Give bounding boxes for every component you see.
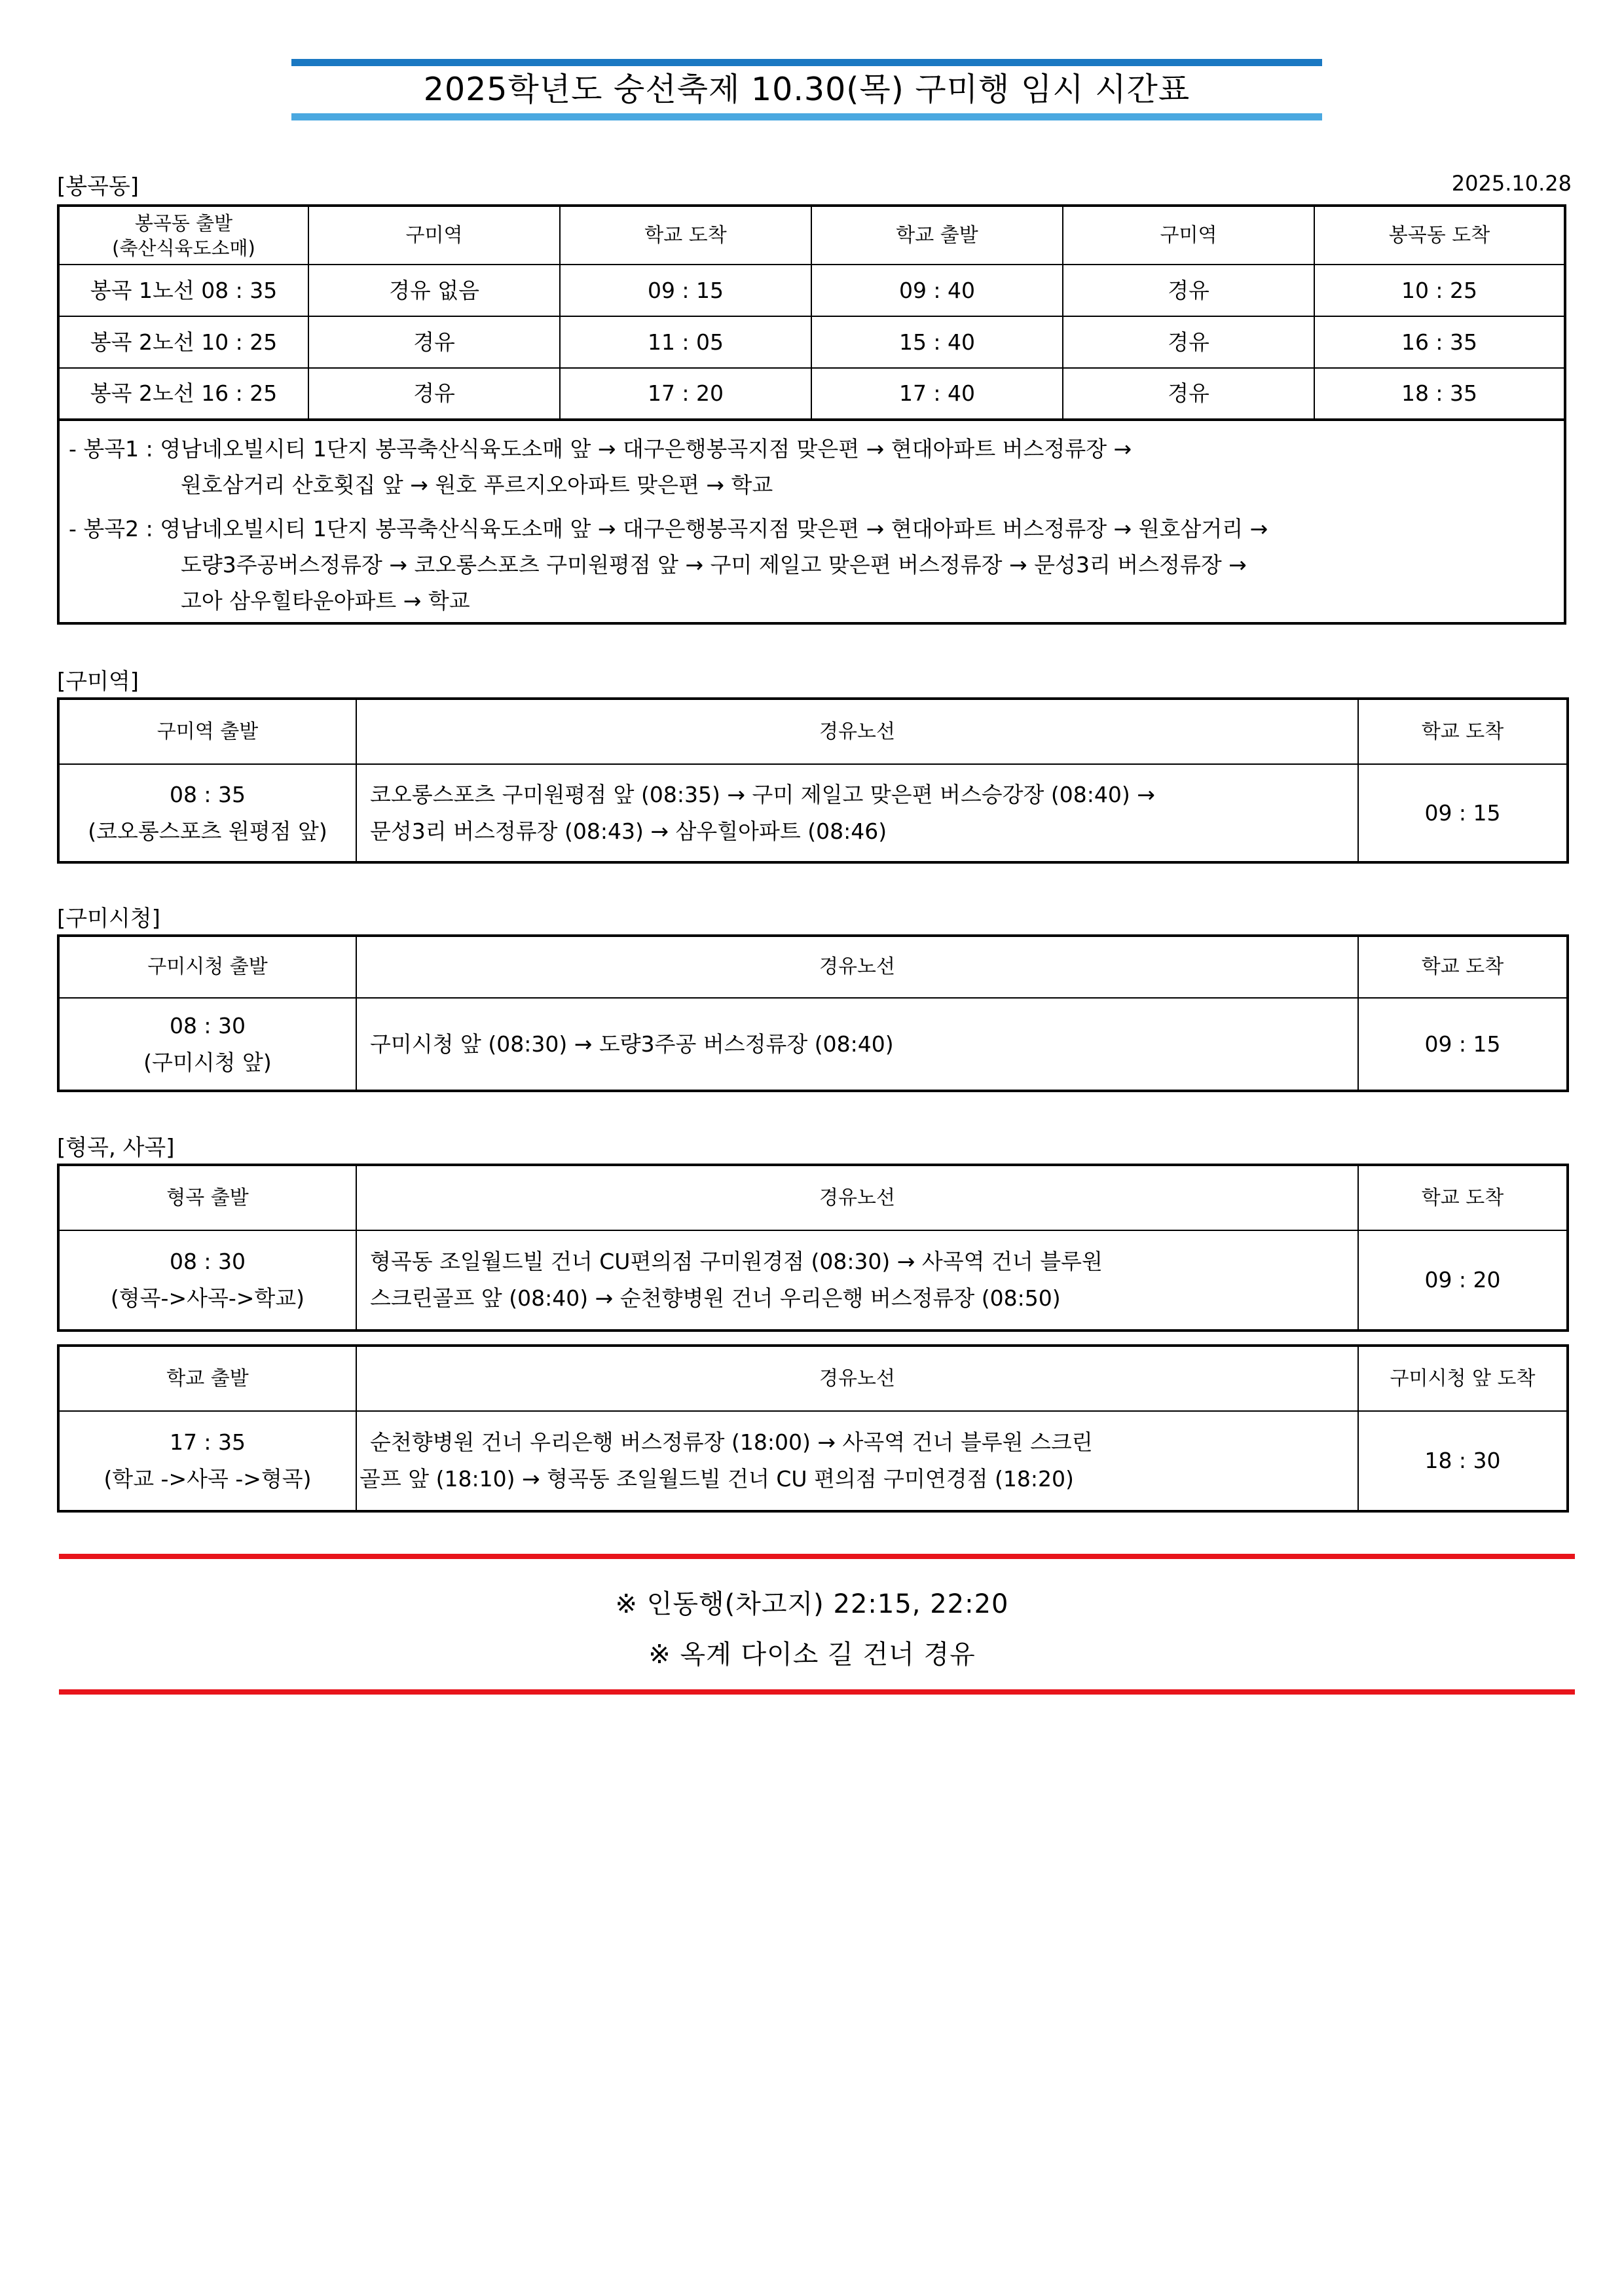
gumi-cityhall-timetable [57, 934, 1569, 1092]
header-route: 경유노선 [356, 699, 1358, 764]
cell-arrive: 09 : 20 [1358, 1230, 1568, 1331]
footer-note-2: ※ 옥계 다이소 길 건너 경유 [648, 1640, 976, 1670]
table-row [58, 764, 1568, 862]
depart-place: (형곡->사곡->학교) [110, 1285, 305, 1311]
cell-arrive: 18 : 30 [1358, 1411, 1568, 1511]
depart-time: 08 : 35 [169, 781, 246, 807]
cell-route [356, 998, 1358, 1091]
note-line: 원호삼거리 산호횟집 앞 → 원호 푸르지오아파트 맞은편 → 학교 [181, 472, 773, 498]
header-route: 경유노선 [356, 936, 1358, 998]
cell-station-2: 경유 [1063, 368, 1314, 420]
title-bar-top [291, 59, 1322, 66]
depart-place: (코오롱스포츠 원평점 앞) [88, 818, 327, 844]
header-arrive: 학교 도착 [1358, 699, 1568, 764]
cell-school-arrive: 11 : 05 [560, 316, 811, 368]
section-label-hyeonggok: [형곡, 사곡] [57, 1135, 175, 1161]
route-line: 구미시청 앞 (08:30) → 도량3주공 버스정류장 (08:40) [370, 1031, 894, 1057]
table-row [58, 368, 1565, 420]
gumi-station-timetable [57, 697, 1569, 864]
header-arrive: 구미시청 앞 도착 [1358, 1346, 1568, 1411]
cell-depart [58, 1411, 356, 1511]
table-header-row [58, 1165, 1568, 1230]
cell-depart [58, 998, 356, 1091]
table-row [58, 1230, 1568, 1331]
footer-note-1: ※ 인동행(차고지) 22:15, 22:20 [615, 1589, 1009, 1619]
cell-route [356, 1230, 1358, 1331]
header-depart: 형곡 출발 [58, 1165, 356, 1230]
cell-arrive: 09 : 15 [1358, 998, 1568, 1091]
cell-route [356, 764, 1358, 862]
cell-school-arrive: 17 : 20 [560, 368, 811, 420]
cell-arrive: 10 : 25 [1314, 265, 1565, 316]
header-route: 경유노선 [356, 1346, 1358, 1411]
header-arrive: 학교 도착 [1358, 936, 1568, 998]
document-date: 2025.10.28 [1451, 171, 1572, 196]
cell-station: 경유 [308, 316, 560, 368]
red-divider-top [59, 1554, 1575, 1559]
route-line: 스크린골프 앞 (08:40) → 순천향병원 건너 우리은행 버스정류장 (08:50) [370, 1285, 1061, 1311]
title-bar-bottom [291, 113, 1322, 120]
note-line: - 봉곡1 : 영남네오빌시티 1단지 봉곡축산식육도소매 앞 → 대구은행봉곡지점 맞은편 → 현대아파트 버스정류장 → [69, 436, 1132, 462]
header-depart: 구미시청 출발 [58, 936, 356, 998]
cell-arrive: 16 : 35 [1314, 316, 1565, 368]
cell-school-depart: 15 : 40 [811, 316, 1063, 368]
header-depart: 봉곡동 출발 (축산식육도소매) [58, 206, 308, 265]
table-row [58, 1411, 1568, 1511]
depart-time: 08 : 30 [169, 1249, 246, 1274]
route-line: 문성3리 버스정류장 (08:43) → 삼우힐아파트 (08:46) [370, 818, 887, 844]
cell-school-depart: 09 : 40 [811, 265, 1063, 316]
title-block [291, 59, 1322, 120]
table-row [58, 998, 1568, 1091]
cell-depart: 봉곡 2노선 16 : 25 [58, 368, 308, 420]
cell-depart [58, 1230, 356, 1331]
depart-time: 17 : 35 [169, 1429, 246, 1455]
depart-place: (구미시청 앞) [143, 1049, 272, 1075]
header-school-arrive: 학교 도착 [560, 206, 811, 265]
section-label-gumi-station: [구미역] [57, 669, 139, 695]
cell-station: 경유 없음 [308, 265, 560, 316]
cell-arrive: 09 : 15 [1358, 764, 1568, 862]
section-label-bonggok: [봉곡동] [57, 174, 139, 200]
school-return-timetable [57, 1344, 1569, 1513]
cell-depart [58, 764, 356, 862]
depart-place: (학교 ->사곡 ->형곡) [103, 1466, 312, 1492]
header-route: 경유노선 [356, 1165, 1358, 1230]
table-header-row [58, 1346, 1568, 1411]
table-header-row [58, 936, 1568, 998]
header-school-depart: 학교 출발 [811, 206, 1063, 265]
red-divider-bottom [59, 1689, 1575, 1695]
route-line: 골프 앞 (18:10) → 형곡동 조일월드빌 건너 CU 편의점 구미연경점 (18:20) [360, 1466, 1074, 1492]
cell-station: 경유 [308, 368, 560, 420]
cell-depart: 봉곡 1노선 08 : 35 [58, 265, 308, 316]
depart-time: 08 : 30 [169, 1012, 246, 1038]
route-line: 형곡동 조일월드빌 건너 CU편의점 구미원경점 (08:30) → 사곡역 건너 블루원 [370, 1249, 1103, 1274]
cell-station-2: 경유 [1063, 265, 1314, 316]
cell-school-arrive: 09 : 15 [560, 265, 811, 316]
route-line: 순천향병원 건너 우리은행 버스정류장 (18:00) → 사곡역 건너 블루원 스크린 [370, 1429, 1093, 1455]
table-row [58, 316, 1565, 368]
cell-depart: 봉곡 2노선 10 : 25 [58, 316, 308, 368]
cell-school-depart: 17 : 40 [811, 368, 1063, 420]
cell-route [356, 1411, 1358, 1511]
note-line: 도량3주공버스정류장 → 코오롱스포츠 구미원평점 앞 → 구미 제일고 맞은편 버스정류장 → 문성3리 버스정류장 → [181, 552, 1247, 578]
page-title: 2025학년도 숭선축제 10.30(목) 구미행 임시 시간표 [423, 71, 1190, 108]
table-header-row [58, 206, 1565, 265]
route-line: 코오롱스포츠 구미원평점 앞 (08:35) → 구미 제일고 맞은편 버스승강장 (08:40) → [370, 781, 1155, 807]
section-label-gumi-cityhall: [구미시청] [57, 906, 160, 932]
header-station: 구미역 [308, 206, 560, 265]
header-depart: 학교 출발 [58, 1346, 356, 1411]
cell-arrive: 18 : 35 [1314, 368, 1565, 420]
cell-station-2: 경유 [1063, 316, 1314, 368]
bonggok-timetable [57, 204, 1566, 421]
header-depart: 구미역 출발 [58, 699, 356, 764]
note-line: 고아 삼우힐타운아파트 → 학교 [181, 588, 470, 614]
table-row [58, 265, 1565, 316]
header-arrive: 학교 도착 [1358, 1165, 1568, 1230]
header-arrive: 봉곡동 도착 [1314, 206, 1565, 265]
table-header-row [58, 699, 1568, 764]
note-line: - 봉곡2 : 영남네오빌시티 1단지 봉곡축산식육도소매 앞 → 대구은행봉곡지점 맞은편 → 현대아파트 버스정류장 → 원호삼거리 → [69, 516, 1268, 542]
bonggok-route-notes [57, 419, 1566, 625]
header-station-2: 구미역 [1063, 206, 1314, 265]
hyeonggok-timetable [57, 1164, 1569, 1332]
